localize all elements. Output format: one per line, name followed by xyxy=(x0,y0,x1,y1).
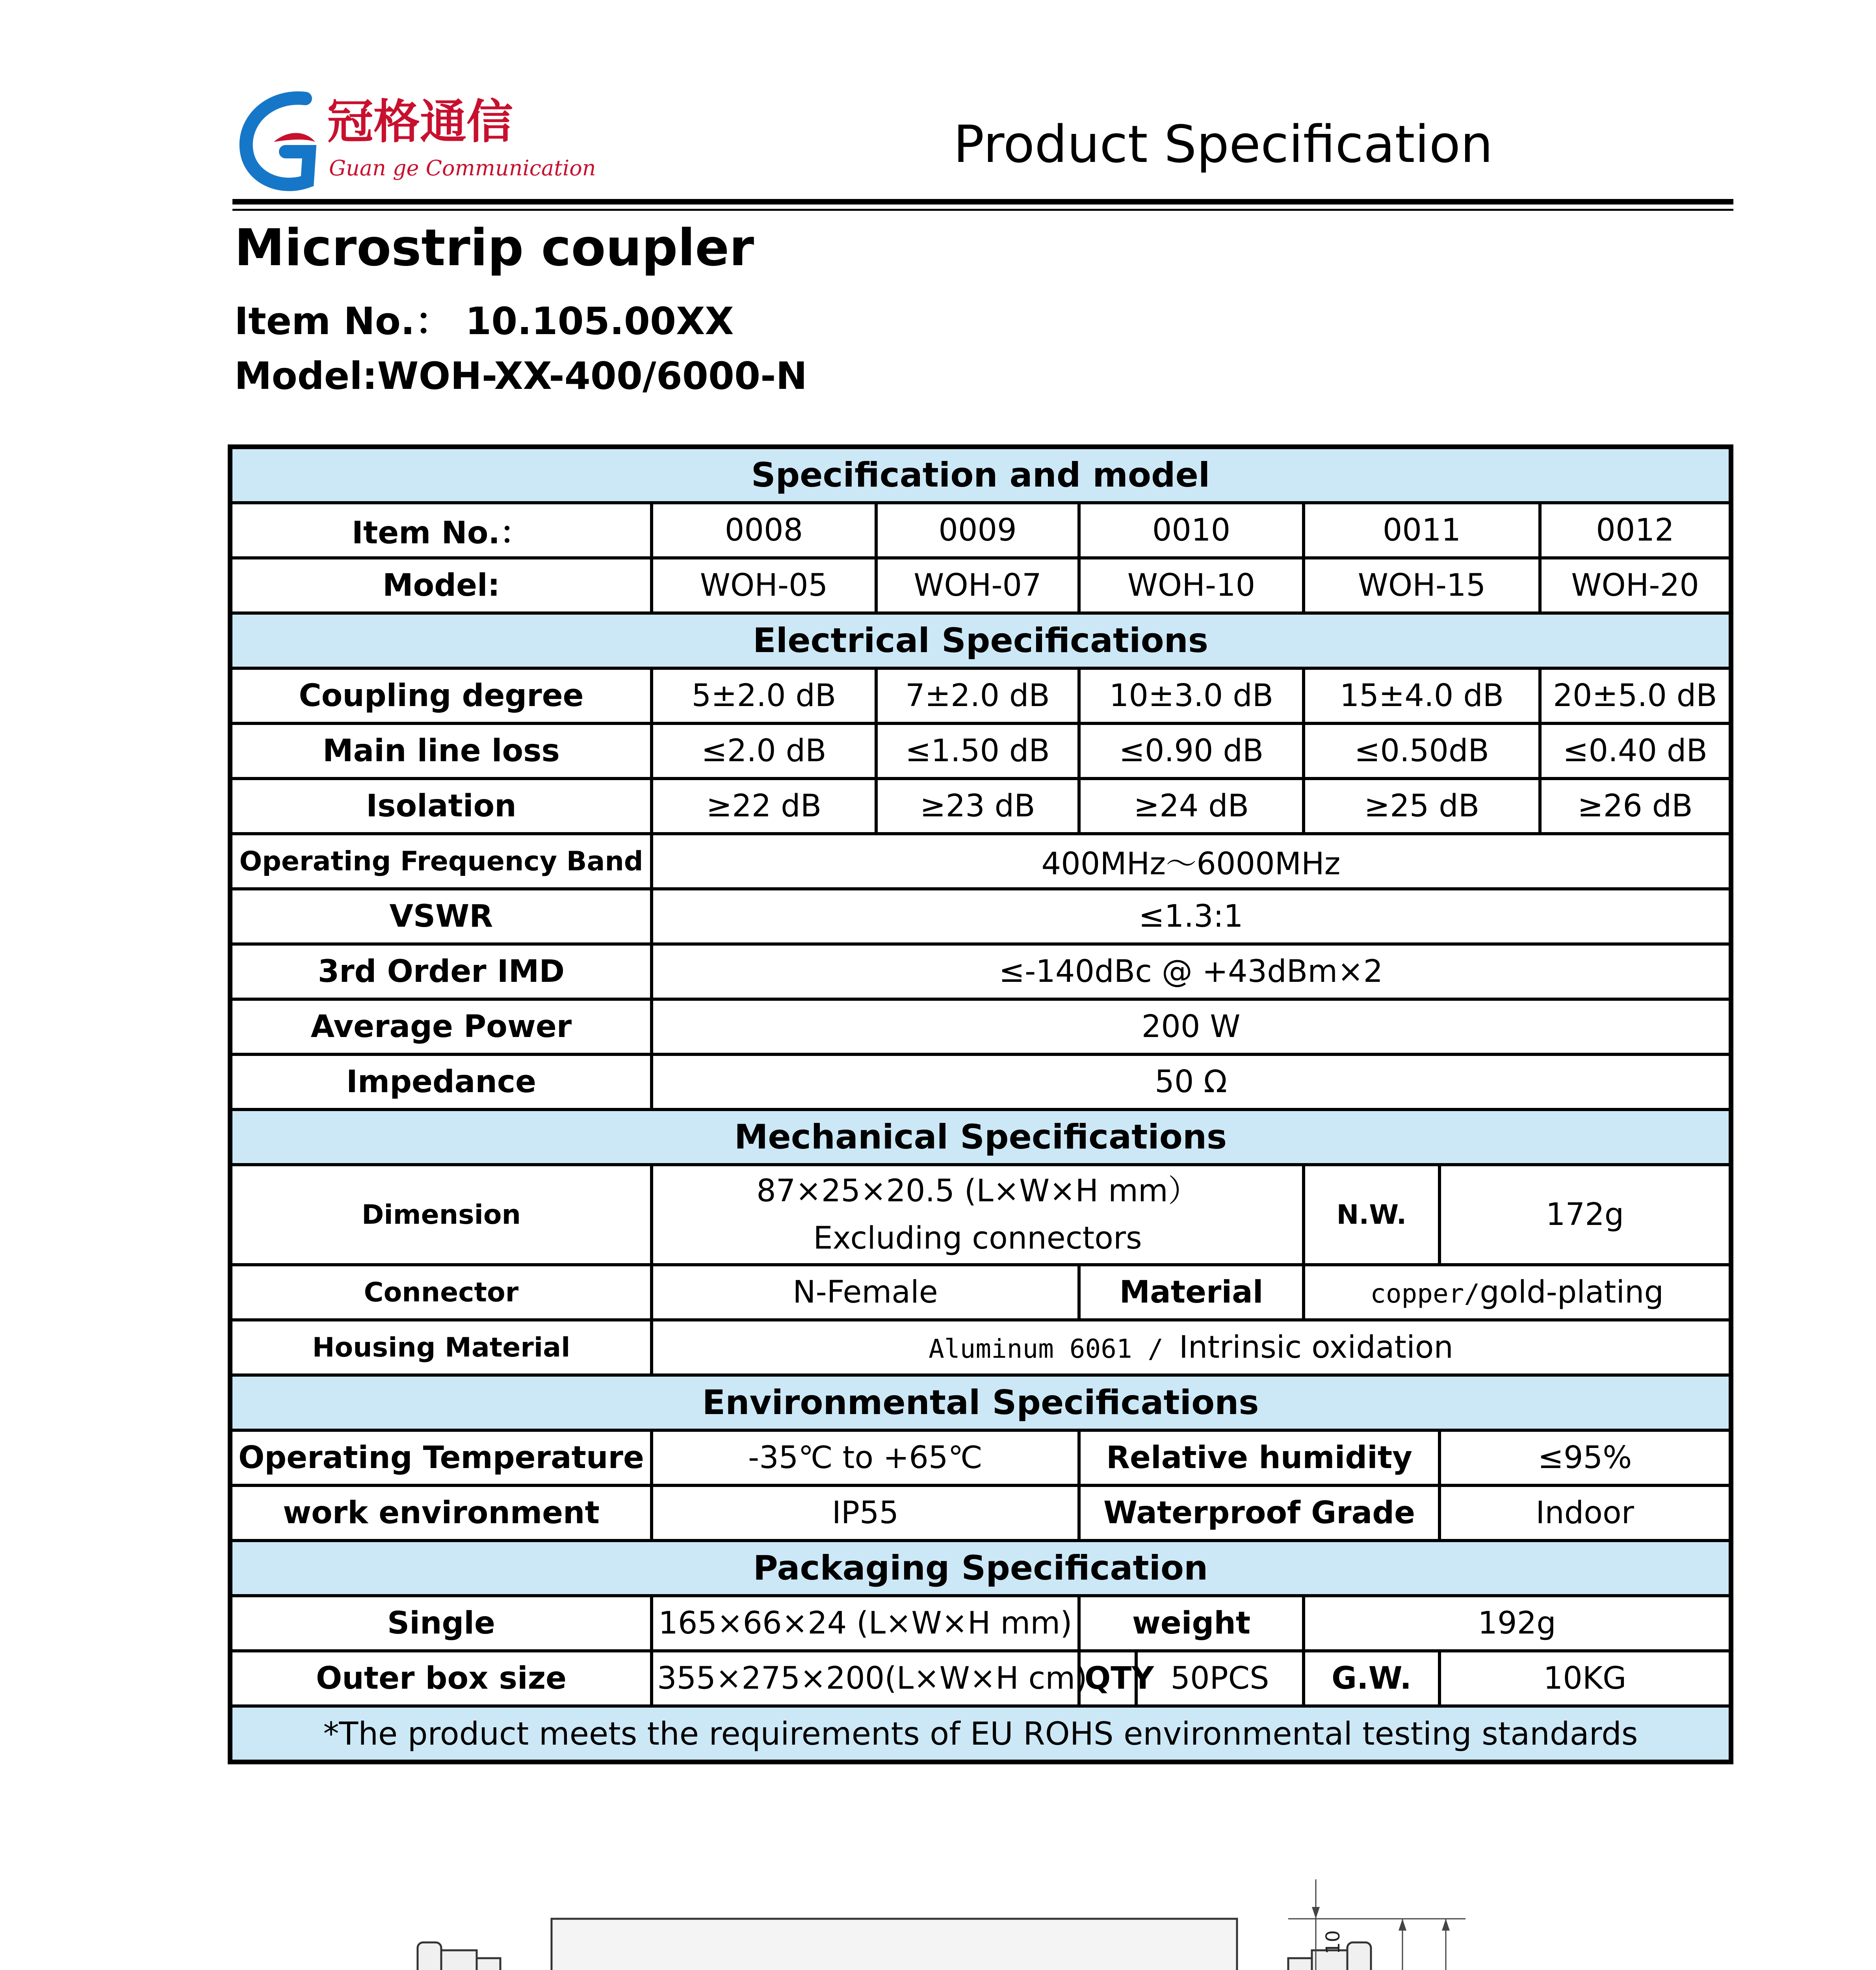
weight-value: 192g xyxy=(1304,1596,1731,1651)
material-label: Material xyxy=(1079,1265,1304,1320)
isolation-cell: ≥23 dB xyxy=(876,779,1079,834)
item-no-cell: 0011 xyxy=(1304,503,1540,558)
main-loss-cell: ≤0.50dB xyxy=(1304,723,1540,779)
housing-value-rest: Intrinsic oxidation xyxy=(1179,1330,1453,1365)
section-row xyxy=(230,1110,1731,1165)
waterproof-value: Indoor xyxy=(1440,1485,1731,1541)
model-cell: WOH-20 xyxy=(1540,558,1731,613)
isolation-cell: ≥25 dB xyxy=(1304,779,1540,834)
op-temp-value: -35℃ to +65℃ xyxy=(652,1430,1079,1485)
waterproof-label: Waterproof Grade xyxy=(1079,1485,1440,1541)
nw-label: N.W. xyxy=(1304,1165,1440,1265)
housing-row xyxy=(230,1320,1731,1375)
item-no-cell: 0010 xyxy=(1079,503,1304,558)
product-title: Microstrip coupler xyxy=(234,219,754,277)
company-logo xyxy=(236,83,596,197)
item-number-value: 10.105.00XX xyxy=(465,300,734,343)
freq-band-row xyxy=(230,834,1731,889)
dimension-line1: 87×25×20.5 (L×W×H mm） xyxy=(756,1173,1199,1209)
imd-row xyxy=(230,944,1731,999)
item-no-row xyxy=(230,503,1731,558)
main-loss-cell: ≤2.0 dB xyxy=(652,723,876,779)
left-n-connector xyxy=(418,1942,552,1970)
section-spec-model: Specification and model xyxy=(230,447,1731,503)
vswr-value: ≤1.3:1 xyxy=(652,889,1731,944)
vswr-label: VSWR xyxy=(230,889,652,944)
outer-box-label: Outer box size xyxy=(230,1651,652,1706)
main-loss-cell: ≤0.40 dB xyxy=(1540,723,1731,779)
item-number-label: Item No.： xyxy=(234,300,453,343)
header-rule-thin xyxy=(232,209,1733,211)
material-value xyxy=(1304,1265,1731,1320)
section-row xyxy=(230,613,1731,668)
isolation-cell: ≥26 dB xyxy=(1540,779,1731,834)
outer-box-value: 355×275×200(L×W×H cm) xyxy=(652,1651,1079,1706)
coupling-label: Coupling degree xyxy=(230,668,652,723)
main-loss-row xyxy=(230,723,1731,779)
item-number-line xyxy=(234,292,734,345)
item-no-cell: 0009 xyxy=(876,503,1079,558)
item-no-cell: 0012 xyxy=(1540,503,1731,558)
dim-label: 10 xyxy=(1322,1930,1344,1954)
nw-value: 172g xyxy=(1440,1165,1731,1265)
impedance-label: Impedance xyxy=(230,1054,652,1110)
vswr-row xyxy=(230,889,1731,944)
note-row xyxy=(230,1706,1731,1762)
freq-band-label: Operating Frequency Band xyxy=(230,834,652,889)
isolation-cell: ≥24 dB xyxy=(1079,779,1304,834)
imd-value: ≤-140dBc @ +43dBm×2 xyxy=(652,944,1731,999)
qty-value: 50PCS xyxy=(1136,1651,1304,1706)
section-row xyxy=(230,1375,1731,1430)
model-line: Model:WOH-XX-400/6000-N xyxy=(234,355,808,398)
coupling-cell: 10±3.0 dB xyxy=(1079,668,1304,723)
gw-value: 10KG xyxy=(1440,1651,1731,1706)
section-electrical: Electrical Specifications xyxy=(230,613,1731,668)
section-row xyxy=(230,1541,1731,1596)
header-title: Product Specification xyxy=(953,114,1493,174)
housing-value xyxy=(652,1320,1731,1375)
model-label: Model: xyxy=(230,558,652,613)
main-loss-label: Main line loss xyxy=(230,723,652,779)
model-cell: WOH-15 xyxy=(1304,558,1540,613)
single-value: 165×66×24 (L×W×H mm) xyxy=(652,1596,1079,1651)
right-n-connector xyxy=(1237,1942,1371,1970)
main-loss-cell: ≤1.50 dB xyxy=(876,723,1079,779)
coupling-cell: 7±2.0 dB xyxy=(876,668,1079,723)
freq-band-value: 400MHz～6000MHz xyxy=(652,834,1731,889)
housing-value-mono: Aluminum 6061 / xyxy=(929,1334,1179,1364)
dimension-line2: Excluding connectors xyxy=(813,1221,1142,1256)
avg-power-row xyxy=(230,999,1731,1054)
connector-label: Connector xyxy=(230,1265,652,1320)
avg-power-label: Average Power xyxy=(230,999,652,1054)
logo-english: Guan ge Communication xyxy=(329,156,596,180)
impedance-row xyxy=(230,1054,1731,1110)
drawing-top-view xyxy=(394,1860,1517,1970)
work-env-value: IP55 xyxy=(652,1485,1079,1541)
isolation-row xyxy=(230,779,1731,834)
humidity-label: Relative humidity xyxy=(1079,1430,1440,1485)
spec-table xyxy=(228,444,1733,1764)
dimension-row xyxy=(230,1165,1731,1265)
coupling-cell: 15±4.0 dB xyxy=(1304,668,1540,723)
qty-label: QTY xyxy=(1079,1651,1136,1706)
section-environmental: Environmental Specifications xyxy=(230,1375,1731,1430)
coupling-cell: 5±2.0 dB xyxy=(652,668,876,723)
isolation-cell: ≥22 dB xyxy=(652,779,876,834)
isolation-label: Isolation xyxy=(230,779,652,834)
avg-power-value: 200 W xyxy=(652,999,1731,1054)
item-no-label: Item No.： xyxy=(230,503,652,558)
connector-value: N-Female xyxy=(652,1265,1079,1320)
dimension-value xyxy=(652,1165,1304,1265)
model-cell: WOH-07 xyxy=(876,558,1079,613)
op-temp-label: Operating Temperature xyxy=(230,1430,652,1485)
logo-swoosh xyxy=(274,133,315,142)
section-row xyxy=(230,447,1731,503)
humidity-value: ≤95% xyxy=(1440,1430,1731,1485)
material-value-mono: copper/ xyxy=(1370,1279,1480,1309)
section-mechanical: Mechanical Specifications xyxy=(230,1110,1731,1165)
imd-label: 3rd Order IMD xyxy=(230,944,652,999)
coupling-row xyxy=(230,668,1731,723)
model-row xyxy=(230,558,1731,613)
material-value-rest: gold-plating xyxy=(1480,1275,1664,1310)
single-label: Single xyxy=(230,1596,652,1651)
outer-box-row xyxy=(230,1651,1731,1706)
item-no-cell: 0008 xyxy=(652,503,876,558)
impedance-value: 50 Ω xyxy=(652,1054,1731,1110)
housing-label: Housing Material xyxy=(230,1320,652,1375)
dimension-label: Dimension xyxy=(230,1165,652,1265)
weight-label: weight xyxy=(1079,1596,1304,1651)
coupler-body xyxy=(552,1919,1237,1970)
main-loss-cell: ≤0.90 dB xyxy=(1079,723,1304,779)
work-env-label: work environment xyxy=(230,1485,652,1541)
model-cell: WOH-10 xyxy=(1079,558,1304,613)
header-rule xyxy=(232,199,1733,204)
logo-chinese: 冠格通信 xyxy=(327,94,513,149)
model-cell: WOH-05 xyxy=(652,558,876,613)
section-packaging: Packaging Specification xyxy=(230,1541,1731,1596)
single-row xyxy=(230,1596,1731,1651)
coupling-cell: 20±5.0 dB xyxy=(1540,668,1731,723)
op-temp-row xyxy=(230,1430,1731,1485)
rohs-note: *The product meets the requirements of EU ROHS environmental testing standards xyxy=(230,1706,1731,1762)
connector-row xyxy=(230,1265,1731,1320)
work-env-row xyxy=(230,1485,1731,1541)
gw-label: G.W. xyxy=(1304,1651,1440,1706)
